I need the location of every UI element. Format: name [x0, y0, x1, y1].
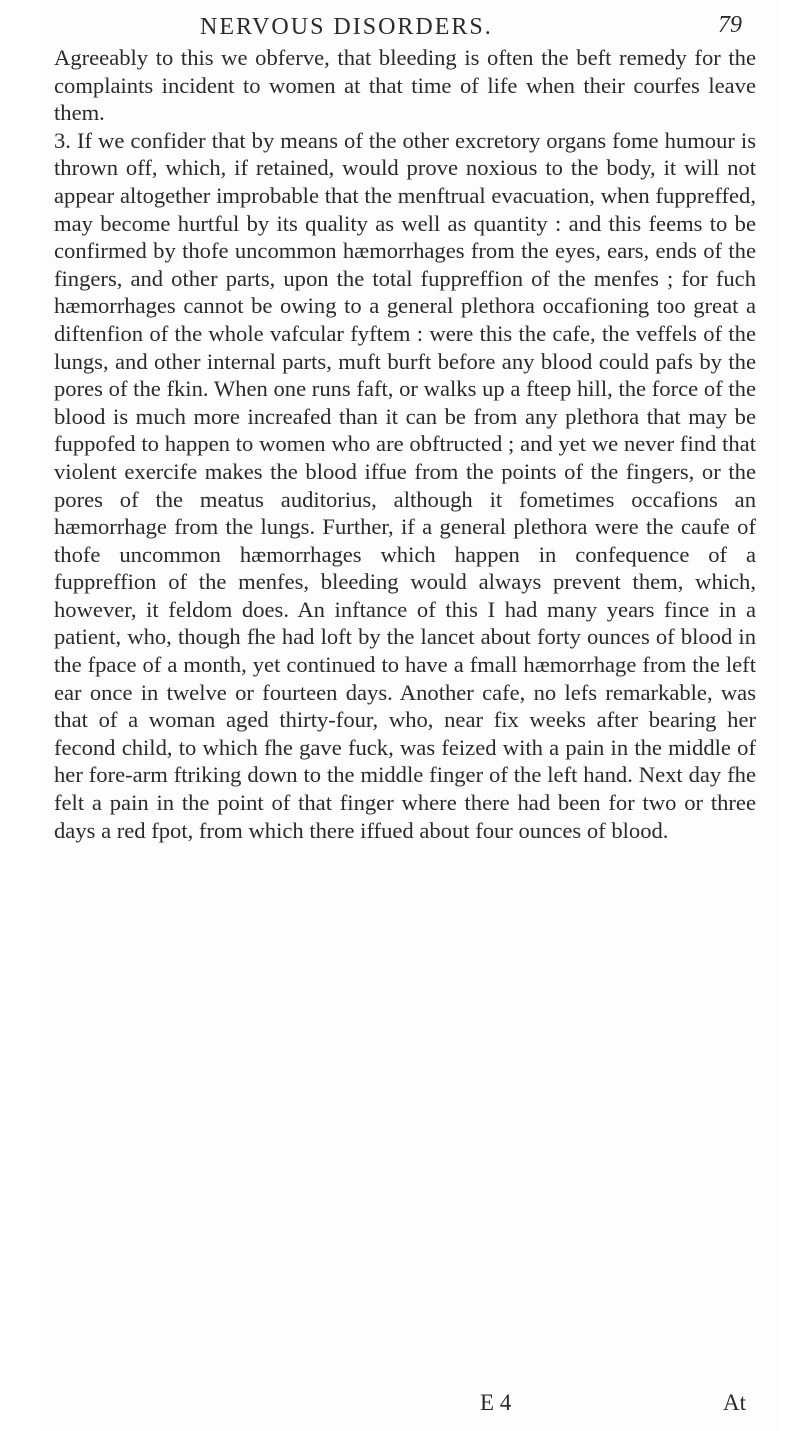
- page-number: 79: [718, 12, 742, 38]
- running-head: [40, 14, 780, 44]
- signature-line: [40, 1390, 780, 1420]
- signature-mark: E 4: [480, 1390, 512, 1415]
- catchword: At: [723, 1390, 746, 1415]
- paragraph: 3. If we confider that by means of the other excretory organs fome humour is thrown off, which, if retained, would prove noxious to the body, it will not appear altogether improbable that the menftrual evacuation, when fuppreffed, may become hurtful by its quality as well as quantity : and this feems to be confirmed by thofe uncommon hæmorrhages from the eyes, ears, ends of the fingers, and other parts, upon the total fuppreffion of the menfes ; for fuch hæmorrhages cannot be owing to a general plethora occafioning too great a diftenfion of the whole vafcular fyftem : were this the cafe, the veffels of the lungs, and other internal parts, muft burft before any blood could pafs by the pores of the fkin. When one runs faft, or walks up a fteep hill, the force of the blood is much more increafed than it can be from any plethora that may be fuppofed to happen to women who are obftructed ; and yet we never find that violent exercife makes the blood iffue from the points of the fingers, or the pores of the meatus auditorius, although it fometimes occafions an hæmorrhage from the lungs. Further, if a general plethora were the caufe of thofe uncommon hæmorrhages which happen in confequence of a fuppreffion of the menfes, bleeding would always prevent them, which, however, it feldom does. An inftance of this I had many years fince in a patient, who, though fhe had loft by the lancet about forty ounces of blood in the fpace of a month, yet continued to have a fmall hæmorrhage from the left ear once in twelve or fourteen days. Another cafe, no lefs remarkable, was that of a woman aged thirty-four, who, near fix weeks after bearing her fecond child, to which fhe gave fuck, was feized with a pain in the middle of her fore-arm ftriking down to the middle finger of the left hand. Next day fhe felt a pain in the point of that finger where there had been for two or three days a red fpot, from which there iffued about four ounces of blood.: [54, 127, 756, 843]
- book-page: [40, 0, 780, 1431]
- body-text: [54, 44, 756, 844]
- running-title: NERVOUS DISORDERS.: [200, 14, 493, 40]
- paragraph: Agreeably to this we obferve, that bleeding is often the beft remedy for the complaints incident to women at that time of life when their courfes leave them.: [54, 45, 756, 126]
